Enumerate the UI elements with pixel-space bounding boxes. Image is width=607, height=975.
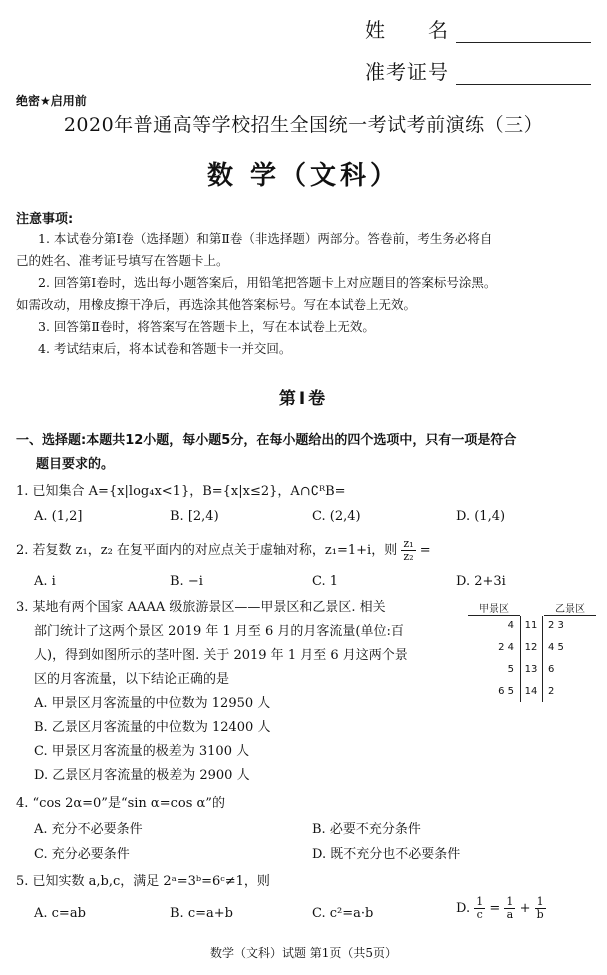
q2-stem-row — [16, 538, 431, 563]
q2-option-a: A. i — [34, 574, 56, 589]
notes-block — [16, 228, 596, 360]
left-leaves: 4 — [507, 620, 514, 631]
left-leaves: 6 5 — [498, 686, 514, 697]
name-blank — [456, 20, 591, 43]
right-leaves: 2 3 — [548, 620, 564, 631]
name-label: 姓 名 — [365, 18, 449, 42]
stem-value: 14 — [524, 686, 538, 697]
note-line: 如需改动，用橡皮擦干净后，再选涂其他答案标号。写在本试卷上无效。 — [16, 297, 417, 312]
q2-frac-num: z₁ — [403, 537, 414, 550]
stem-value: 12 — [524, 642, 538, 653]
q1-stem: 1. 已知集合 A={x|log₄x<1}，B={x|x≤2}，A∩∁ᴿB= — [16, 484, 346, 499]
q3-stem-line: 人)，得到如图所示的茎叶图. 关于 2019 年 1 月至 6 月这两个景 — [34, 648, 408, 663]
left-leaves: 2 4 — [498, 642, 514, 653]
frac-den: b — [536, 908, 544, 921]
q4-stem: 4. “cos 2α=0”是“sin α=cos α”的 — [16, 796, 225, 811]
frac-num: 1 — [506, 895, 514, 908]
frac-num: 1 — [535, 896, 546, 909]
stem-leaf-row — [462, 664, 602, 686]
q2-fraction — [401, 538, 415, 563]
stem-leaf-row — [462, 686, 602, 708]
q5-option-d — [456, 896, 546, 921]
q1-option-a: A. (1,2] — [34, 509, 83, 524]
note-line: 己的姓名、准考证号填写在答题卡上。 — [16, 253, 229, 268]
section-heading-line2: 题目要求的。 — [36, 457, 115, 472]
q5-option-c: C. c²=a·b — [312, 906, 374, 921]
q4-option-c: C. 充分必要条件 — [34, 847, 130, 862]
exam-title: 2020年普通高等学校招生全国统一考试考前演练（三） — [63, 114, 544, 136]
stem-leaf-row — [462, 620, 602, 642]
q4-option-d: D. 既不充分也不必要条件 — [312, 847, 461, 862]
q4-option-b: B. 必要不充分条件 — [312, 822, 421, 837]
notes-heading: 注意事项: — [16, 212, 74, 227]
page-footer: 数学（文科）试题 第1页（共5页） — [209, 946, 398, 960]
q5-frac-3 — [535, 896, 546, 921]
stem-leaf-right-header: 乙景区 — [544, 600, 596, 616]
q2-stem-end: = — [419, 543, 431, 558]
q2-stem: 2. 若复数 z₁，z₂ 在复平面内的对应点关于虚轴对称，z₁=1+i，则 — [16, 543, 398, 558]
q3-stem-line: 3. 某地有两个国家 AAAA 级旅游景区——甲景区和乙景区. 相关 — [16, 600, 386, 615]
q2-option-b: B. −i — [170, 574, 203, 589]
note-line: 2. 回答第Ⅰ卷时，选出每小题答案后，用铅笔把答题卡上对应题目的答案标号涂黑。 — [38, 275, 497, 290]
q1-option-d: D. (1,4) — [456, 509, 506, 524]
id-label: 准考证号 — [365, 60, 449, 84]
q2-frac-den: z₂ — [403, 550, 414, 563]
right-leaves: 6 — [548, 664, 555, 675]
q3-stem-line: 部门统计了这两个景区 2019 年 1 月至 6 月的月客流量(单位:百 — [34, 624, 404, 639]
frac-den: a — [506, 908, 514, 921]
stem-value: 13 — [524, 664, 538, 675]
secret-mark: 绝密★启用前 — [16, 94, 87, 108]
q1-option-c: C. (2,4) — [312, 509, 361, 524]
note-line: 1. 本试卷分第Ⅰ卷（选择题）和第Ⅱ卷（非选择题）两部分。答卷前，考生务必将自 — [38, 231, 493, 246]
q1-option-b: B. [2,4) — [170, 509, 219, 524]
right-leaves: 4 5 — [548, 642, 564, 653]
q3-option-a: A. 甲景区月客流量的中位数为 12950 人 — [34, 696, 271, 711]
note-line: 4. 考试结束后，将本试卷和答题卡一并交回。 — [38, 341, 292, 356]
right-leaves: 2 — [548, 686, 555, 697]
q3-stem-line: 区的月客流量，以下结论正确的是 — [34, 672, 230, 687]
q5-option-b: B. c=a+b — [170, 906, 233, 921]
q5-option-a: A. c=ab — [34, 906, 86, 921]
stem-leaf-row — [462, 642, 602, 664]
q5-option-d-prefix: D. — [456, 901, 471, 916]
frac-den: c — [476, 908, 483, 921]
q2-option-d: D. 2+3i — [456, 574, 506, 589]
note-line: 3. 回答第Ⅱ卷时，将答案写在答题卡上，写在本试卷上无效。 — [38, 319, 375, 334]
q3-option-c: C. 甲景区月客流量的极差为 3100 人 — [34, 744, 250, 759]
id-field-row — [365, 56, 591, 85]
stem-leaf-left-header: 甲景区 — [468, 600, 520, 616]
q5-stem: 5. 已知实数 a,b,c，满足 2ᵃ=3ᵇ=6ᶜ≠1，则 — [16, 874, 270, 889]
q3-option-b: B. 乙景区月客流量的中位数为 12400 人 — [34, 720, 271, 735]
equals-sign: = — [489, 901, 501, 916]
q3-option-d: D. 乙景区月客流量的极差为 2900 人 — [34, 768, 250, 783]
part-title: 第Ⅰ卷 — [278, 389, 329, 409]
q5-frac-1 — [474, 896, 485, 921]
name-field-row — [365, 14, 591, 43]
subject-title: 数 学（文科） — [206, 161, 401, 191]
frac-num: 1 — [476, 895, 484, 908]
stem-leaf-plot — [462, 600, 602, 704]
section-heading-line1: 一、选择题:本题共12小题，每小题5分，在每小题给出的四个选项中，只有一项是符合 — [16, 433, 517, 448]
plus-sign: + — [519, 901, 531, 916]
id-blank — [456, 62, 591, 85]
stem-value: 11 — [524, 620, 538, 631]
q2-option-c: C. 1 — [312, 574, 339, 589]
left-leaves: 5 — [507, 664, 514, 675]
q5-frac-2 — [504, 896, 515, 921]
q4-option-a: A. 充分不必要条件 — [34, 822, 143, 837]
